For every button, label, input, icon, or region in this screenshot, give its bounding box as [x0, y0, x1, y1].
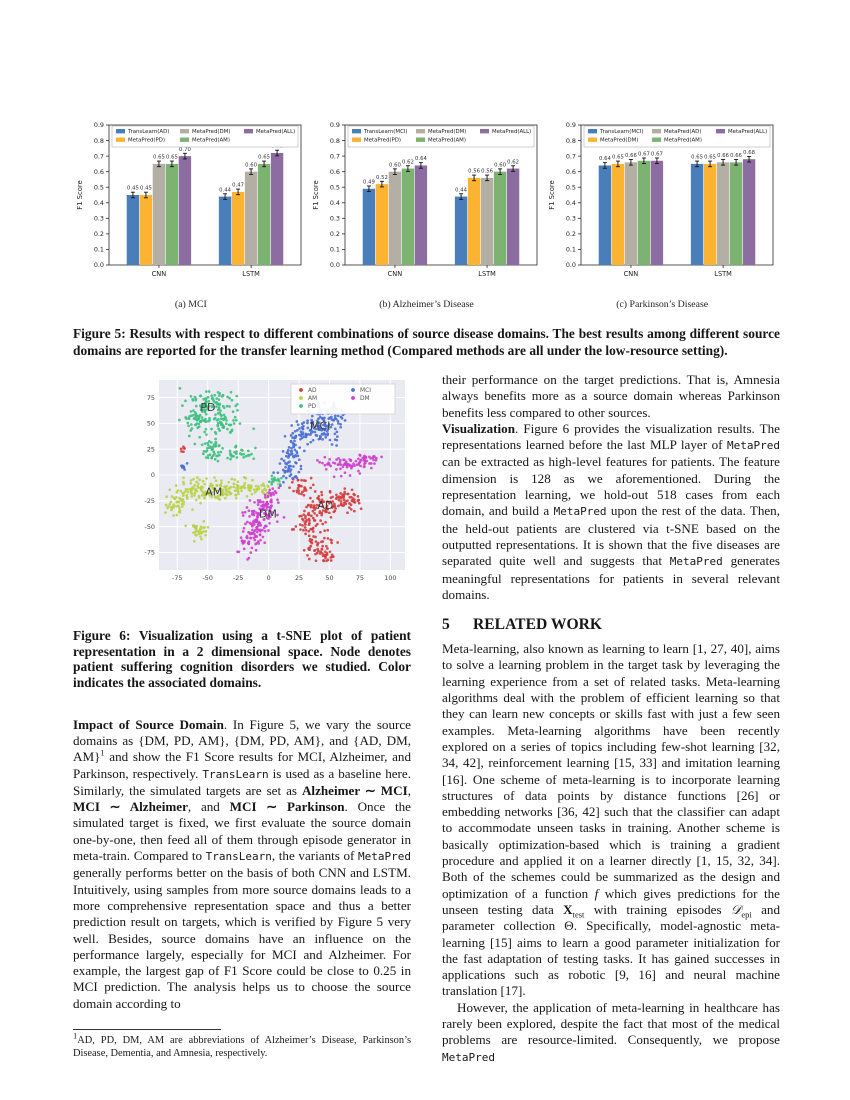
subcaption-c: (c) Parkinson’s Disease	[616, 299, 709, 310]
svg-text:75: 75	[146, 393, 155, 402]
svg-text:0.7: 0.7	[565, 152, 576, 161]
svg-text:LSTM: LSTM	[478, 270, 496, 278]
svg-text:50: 50	[146, 419, 155, 428]
svg-text:0.64: 0.64	[599, 156, 611, 163]
svg-text:PD: PD	[200, 400, 216, 414]
svg-text:MetaPred(ALL): MetaPred(ALL)	[728, 129, 768, 135]
figure6-caption: Figure 6: Visualization using a t-SNE plot of patient representation in a 2 dimensional space. Node denotes patient suffering cognition disorders we studied. Color indicates the associated domains.	[73, 628, 411, 691]
figure5	[73, 113, 780, 359]
svg-text:0.5: 0.5	[565, 183, 576, 192]
svg-text:0.47: 0.47	[232, 182, 244, 189]
svg-text:F1 Score: F1 Score	[76, 180, 84, 210]
svg-text:MetaPred(AM): MetaPred(AM)	[428, 137, 466, 144]
subcaption-a: (a) MCI	[174, 299, 207, 310]
svg-text:0.44: 0.44	[455, 187, 467, 194]
svg-text:MetaPred(ALL): MetaPred(ALL)	[492, 129, 532, 135]
svg-text:AM: AM	[205, 485, 223, 499]
svg-text:-50: -50	[144, 522, 155, 531]
subcaption-b: (b) Alzheimer’s Disease	[379, 299, 474, 310]
svg-text:25: 25	[294, 574, 304, 582]
svg-text:0.9: 0.9	[329, 121, 340, 130]
footnote: $^1$AD, PD, DM, AM are abbreviations of Alzheimer’s Disease, Parkinson’s Disease, Dementia, and Amnesia, respectively.	[73, 1030, 411, 1059]
svg-text:0.65: 0.65	[258, 154, 270, 161]
svg-text:PD: PD	[308, 404, 317, 410]
svg-text:0.1: 0.1	[565, 245, 576, 254]
svg-text:0.44: 0.44	[219, 187, 231, 194]
performance-paragraph: their performance on the target predictions. That is, Amnesia always benefits more as a source domain whereas Parkinson benefits less compared to other sources.	[442, 372, 780, 420]
svg-text:AD: AD	[308, 388, 317, 394]
svg-text:0.4: 0.4	[93, 198, 104, 207]
figure5-charts-row	[73, 113, 780, 291]
svg-text:MetaPred(DM): MetaPred(DM)	[600, 137, 639, 144]
svg-text:25: 25	[146, 445, 155, 454]
svg-text:0.0: 0.0	[565, 261, 576, 270]
svg-text:0.7: 0.7	[93, 152, 104, 161]
svg-text:MetaPred(DM): MetaPred(DM)	[192, 129, 231, 135]
svg-text:0.2: 0.2	[329, 230, 340, 239]
svg-text:TransLearn(MCI): TransLearn(MCI)	[364, 129, 408, 135]
svg-text:0.3: 0.3	[565, 214, 576, 223]
svg-text:-25: -25	[144, 497, 155, 506]
visualization-paragraph: Visualization. Figure 6 provides the visualization results. The representations learned before the last MLP layer of MetaPred can be extracted as high-level features for patients. The feature dimension is 128 as we aforementioned. During the representation learning, we hold-out 518 cases from each domain, and build a MetaPred upon the rest of the data. Then, the held-out patients are clustered via t-SNE based on the outputted representations. It is shown that the five diseases are separated quite well and suggests that MetaPred generates meaningful representations for patients in several relevant domains.	[442, 420, 780, 602]
svg-text:0.70: 0.70	[179, 146, 191, 153]
svg-text:-25: -25	[232, 574, 244, 582]
svg-text:0.49: 0.49	[363, 179, 375, 186]
svg-text:0.8: 0.8	[565, 136, 576, 145]
svg-text:0.2: 0.2	[565, 230, 576, 239]
svg-text:0.9: 0.9	[565, 121, 576, 130]
svg-text:0.6: 0.6	[565, 167, 576, 176]
svg-text:0.60: 0.60	[245, 162, 257, 169]
svg-text:TransLearn(AD): TransLearn(AD)	[128, 129, 170, 135]
svg-text:0.65: 0.65	[166, 154, 178, 161]
svg-text:F1 Score: F1 Score	[312, 180, 320, 210]
svg-text:AD: AD	[317, 499, 334, 513]
svg-text:100: 100	[384, 574, 397, 582]
svg-text:CNN: CNN	[623, 270, 639, 278]
svg-text:0.0: 0.0	[93, 261, 104, 270]
svg-text:MCI: MCI	[310, 419, 331, 433]
svg-text:50: 50	[325, 574, 334, 582]
svg-text:0.45: 0.45	[140, 185, 152, 192]
svg-text:75: 75	[355, 574, 365, 582]
svg-text:0.60: 0.60	[494, 162, 506, 169]
meta-learning-paragraph: Meta-learning, also known as learning to learn [1, 27, 40], aims to solve a learning problem in the target task by leveraging the learning experience from a set of related tasks. Meta-learning algorithms deal with the problem of efficient learning so that they can learn new concepts or skills fast with just a few seen examples. Meta-learning algorithms have been recently explored on a series of topics including few-shot learning [32, 34, 42], reinforcement learning [15, 33] and imitation learning [16]. One scheme of meta-learning is to incorporate learning structures of data points by distance functions [26] or embedding networks [36, 42] such that the classifier can adapt to accommodate unseen tasks in training. Another scheme is basically optimization-based which is training a gradient procedure and applied it on a learner directly [1, 15, 32, 34]. Both of the schemes could be summarized as the design and optimization of a function f which gives predictions for the unseen testing data $X_{test}$ with training episodes 𝒟$_{epi}$ and parameter collection Θ. Specifically, model-agnostic meta-learning [15] aims to learn a good parameter initialization for the fast adaptation of testing tasks. It has gained successes in applications such as robotic [9, 16] and neural machine translation [17].	[442, 641, 780, 999]
svg-text:0.65: 0.65	[612, 154, 624, 161]
svg-text:0.3: 0.3	[329, 214, 340, 223]
alzheimers-bar-chart	[309, 113, 544, 291]
svg-text:DM: DM	[258, 507, 277, 521]
chart-a-mci	[73, 113, 308, 291]
svg-text:0.8: 0.8	[329, 136, 340, 145]
svg-text:0.45: 0.45	[127, 185, 139, 192]
svg-text:-50: -50	[202, 574, 213, 582]
svg-text:MetaPred(PD): MetaPred(PD)	[128, 137, 165, 144]
related-work-heading	[442, 616, 780, 634]
svg-text:0.68: 0.68	[743, 149, 755, 156]
svg-text:DM: DM	[360, 396, 370, 402]
svg-text:0.56: 0.56	[481, 168, 493, 175]
however-paragraph: However, the application of meta-learning in healthcare has rarely been explored, despite the fact that most of the medical problems are resource-limited. Consequently, we propose MetaPred	[442, 999, 780, 1064]
svg-text:0.0: 0.0	[329, 261, 340, 270]
svg-text:0.5: 0.5	[93, 183, 104, 192]
chart-b-alzheimers	[309, 113, 544, 291]
svg-text:0.6: 0.6	[93, 167, 104, 176]
svg-text:0.66: 0.66	[730, 153, 742, 160]
svg-text:0.1: 0.1	[329, 245, 340, 254]
tsne-scatter-plot	[123, 372, 415, 604]
svg-text:0.3: 0.3	[93, 214, 104, 223]
section-title: RELATED WORK	[473, 616, 602, 634]
mci-bar-chart	[73, 113, 308, 291]
svg-text:TransLearn(MCI): TransLearn(MCI)	[600, 129, 644, 135]
svg-text:0.65: 0.65	[704, 154, 716, 161]
figure5-subcaptions	[73, 299, 780, 310]
svg-text:0.7: 0.7	[329, 152, 340, 161]
svg-text:0.8: 0.8	[93, 136, 104, 145]
svg-text:0.67: 0.67	[638, 151, 650, 158]
svg-text:MetaPred(PD): MetaPred(PD)	[364, 137, 401, 144]
svg-text:-75: -75	[144, 548, 155, 557]
figure5-caption: Figure 5: Results with respect to different combinations of source disease domains. The best results among different source domains are reported for the transfer learning method (Compared methods are all under the low-resource setting).	[73, 326, 780, 359]
svg-text:CNN: CNN	[387, 270, 403, 278]
svg-text:0.60: 0.60	[389, 162, 401, 169]
svg-text:AM: AM	[308, 396, 318, 402]
right-column	[442, 372, 780, 1066]
svg-text:MCI: MCI	[360, 388, 371, 394]
svg-text:MetaPred(AD): MetaPred(AD)	[664, 129, 702, 135]
impact-of-source-domain-paragraph: Impact of Source Domain. In Figure 5, we vary the source domains as {DM, PD, AM}, {DM, PD, AM}, and {AD, DM, AM}$^1$ and show the F1 Score results for MCI, Alzheimer, and Parkinson, respectively. TransLearn is used as a baseline here. Similarly, the simulated targets are set as Alzheimer ∼ MCI, MCI ∼ Alzheimer, and MCI ∼ Parkinson. Once the simulated target is fixed, we first evaluate the source domain one-by-one, then feed all of them through episode generator in meta-train. Compared to TransLearn, the variants of MetaPred generally performs better on the basis of both CNN and LSTM. Intuitively, using samples from more source domains leads to a more comprehensive representation space and thus a better prediction result on targets, which is verified by Figure 5 very well. Besides, source domains have an influence on the performance largely, especially for MCI and Alzheimer. For example, the largest gap of F1 Score could be close to 0.25 in MCI prediction. The analysis helps us to choose the source domain according to	[73, 716, 412, 1011]
svg-text:0.62: 0.62	[402, 159, 414, 166]
svg-text:0.6: 0.6	[329, 167, 340, 176]
svg-text:0.62: 0.62	[507, 159, 519, 166]
two-column-body	[73, 372, 780, 1066]
svg-text:0.4: 0.4	[329, 198, 340, 207]
svg-text:0.65: 0.65	[153, 154, 165, 161]
parkinsons-bar-chart	[545, 113, 780, 291]
svg-text:LSTM: LSTM	[242, 270, 260, 278]
svg-text:0.66: 0.66	[717, 153, 729, 160]
section-number: 5	[442, 616, 450, 634]
svg-text:0.64: 0.64	[415, 156, 427, 163]
svg-text:0: 0	[266, 574, 271, 582]
svg-text:0.67: 0.67	[651, 151, 663, 158]
left-column	[73, 372, 411, 1066]
svg-text:0.2: 0.2	[93, 230, 104, 239]
svg-text:0.4: 0.4	[565, 198, 576, 207]
svg-text:0.5: 0.5	[329, 183, 340, 192]
footnote-rule	[73, 1029, 221, 1030]
svg-text:LSTM: LSTM	[714, 270, 732, 278]
svg-text:MetaPred(AM): MetaPred(AM)	[664, 137, 702, 144]
svg-text:CNN: CNN	[151, 270, 167, 278]
svg-text:MetaPred(ALL): MetaPred(ALL)	[256, 129, 296, 135]
svg-text:0.56: 0.56	[468, 168, 480, 175]
svg-text:0.52: 0.52	[376, 174, 388, 181]
svg-text:F1 Score: F1 Score	[548, 180, 556, 210]
chart-c-parkinsons	[545, 113, 780, 291]
svg-text:0.1: 0.1	[93, 245, 104, 254]
svg-text:MetaPred(AM): MetaPred(AM)	[192, 137, 230, 144]
svg-text:-75: -75	[172, 574, 183, 582]
svg-text:0.66: 0.66	[625, 153, 637, 160]
svg-text:MetaPred(DM): MetaPred(DM)	[428, 129, 467, 135]
figure6	[123, 372, 415, 608]
svg-text:0.9: 0.9	[93, 121, 104, 130]
svg-text:0: 0	[150, 471, 155, 480]
svg-text:0.65: 0.65	[691, 154, 703, 161]
